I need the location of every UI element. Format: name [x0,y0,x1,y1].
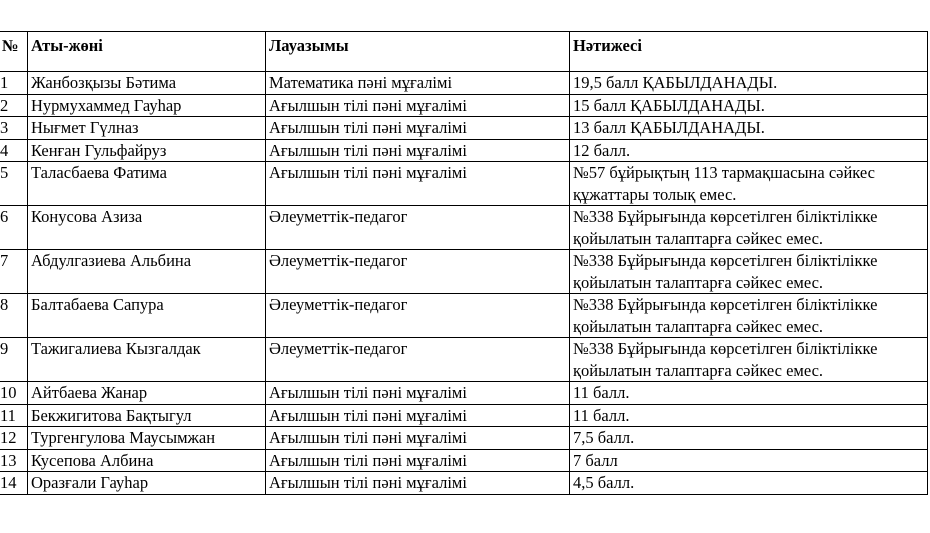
cell-num: 4 [0,139,28,162]
cell-result: 7 балл [570,449,928,472]
cell-num: 14 [0,472,28,495]
header-result: Нәтижесі [570,32,928,72]
cell-name: Таласбаева Фатима [28,162,266,206]
cell-name: Бекжигитова Бақтыгул [28,404,266,427]
cell-result: 11 балл. [570,382,928,405]
cell-name: Жанбозқызы Бәтима [28,72,266,95]
cell-num: 10 [0,382,28,405]
cell-position: Ағылшын тілі пәні мұғалімі [266,472,570,495]
cell-position: Ағылшын тілі пәні мұғалімі [266,162,570,206]
results-table [0,31,928,495]
cell-position: Ағылшын тілі пәні мұғалімі [266,449,570,472]
cell-num: 3 [0,117,28,140]
cell-num: 8 [0,294,28,338]
cell-num: 2 [0,94,28,117]
cell-position: Ағылшын тілі пәні мұғалімі [266,382,570,405]
cell-name: Тажигалиева Кызгалдак [28,338,266,382]
cell-position: Әлеуметтік-педагог [266,338,570,382]
cell-name: Нығмет Гүлназ [28,117,266,140]
table-row [0,139,928,162]
cell-num: 7 [0,250,28,294]
table-row [0,382,928,405]
cell-result: 4,5 балл. [570,472,928,495]
cell-position: Математика пәні мұғалімі [266,72,570,95]
table-row [0,250,928,294]
cell-name: Тургенгулова Маусымжан [28,427,266,450]
cell-result: 19,5 балл ҚАБЫЛДАНАДЫ. [570,72,928,95]
cell-num: 13 [0,449,28,472]
cell-result: №338 Бұйрығында көрсетілген біліктілікке қойылатын талаптарға сәйкес емес. [570,294,928,338]
cell-name: Балтабаева Сапура [28,294,266,338]
table-header-row [0,32,928,72]
cell-num: 12 [0,427,28,450]
cell-num: 5 [0,162,28,206]
cell-position: Ағылшын тілі пәні мұғалімі [266,117,570,140]
cell-result: 7,5 балл. [570,427,928,450]
cell-name: Абдулгазиева Альбина [28,250,266,294]
cell-name: Оразғали Гауһар [28,472,266,495]
cell-result: 12 балл. [570,139,928,162]
cell-result: №338 Бұйрығында көрсетілген біліктілікке қойылатын талаптарға сәйкес емес. [570,250,928,294]
cell-name: Кусепова Албина [28,449,266,472]
cell-num: 9 [0,338,28,382]
cell-result: 15 балл ҚАБЫЛДАНАДЫ. [570,94,928,117]
cell-num: 6 [0,206,28,250]
header-position: Лауазымы [266,32,570,72]
cell-num: 11 [0,404,28,427]
cell-position: Ағылшын тілі пәні мұғалімі [266,404,570,427]
cell-position: Әлеуметтік-педагог [266,250,570,294]
table-row [0,117,928,140]
table-row [0,294,928,338]
cell-name: Нурмухаммед Гауһар [28,94,266,117]
cell-result: №338 Бұйрығында көрсетілген біліктілікке қойылатын талаптарға сәйкес емес. [570,338,928,382]
cell-position: Әлеуметтік-педагог [266,206,570,250]
cell-result: №338 Бұйрығында көрсетілген біліктілікке қойылатын талаптарға сәйкес емес. [570,206,928,250]
table-row [0,162,928,206]
table-row [0,72,928,95]
cell-position: Ағылшын тілі пәні мұғалімі [266,139,570,162]
cell-result: №57 бұйрықтың 113 тармақшасына сәйкес құжаттары толық емес. [570,162,928,206]
cell-name: Кенған Гульфайруз [28,139,266,162]
table-row [0,449,928,472]
cell-result: 11 балл. [570,404,928,427]
cell-num: 1 [0,72,28,95]
table-row [0,472,928,495]
table-row [0,94,928,117]
cell-position: Ағылшын тілі пәні мұғалімі [266,94,570,117]
header-name: Аты-жөні [28,32,266,72]
table-row [0,404,928,427]
cell-name: Конусова Азиза [28,206,266,250]
table-row [0,206,928,250]
table-row [0,427,928,450]
cell-name: Айтбаева Жанар [28,382,266,405]
header-num: № [0,32,28,72]
cell-position: Ағылшын тілі пәні мұғалімі [266,427,570,450]
table-row [0,338,928,382]
cell-result: 13 балл ҚАБЫЛДАНАДЫ. [570,117,928,140]
cell-position: Әлеуметтік-педагог [266,294,570,338]
